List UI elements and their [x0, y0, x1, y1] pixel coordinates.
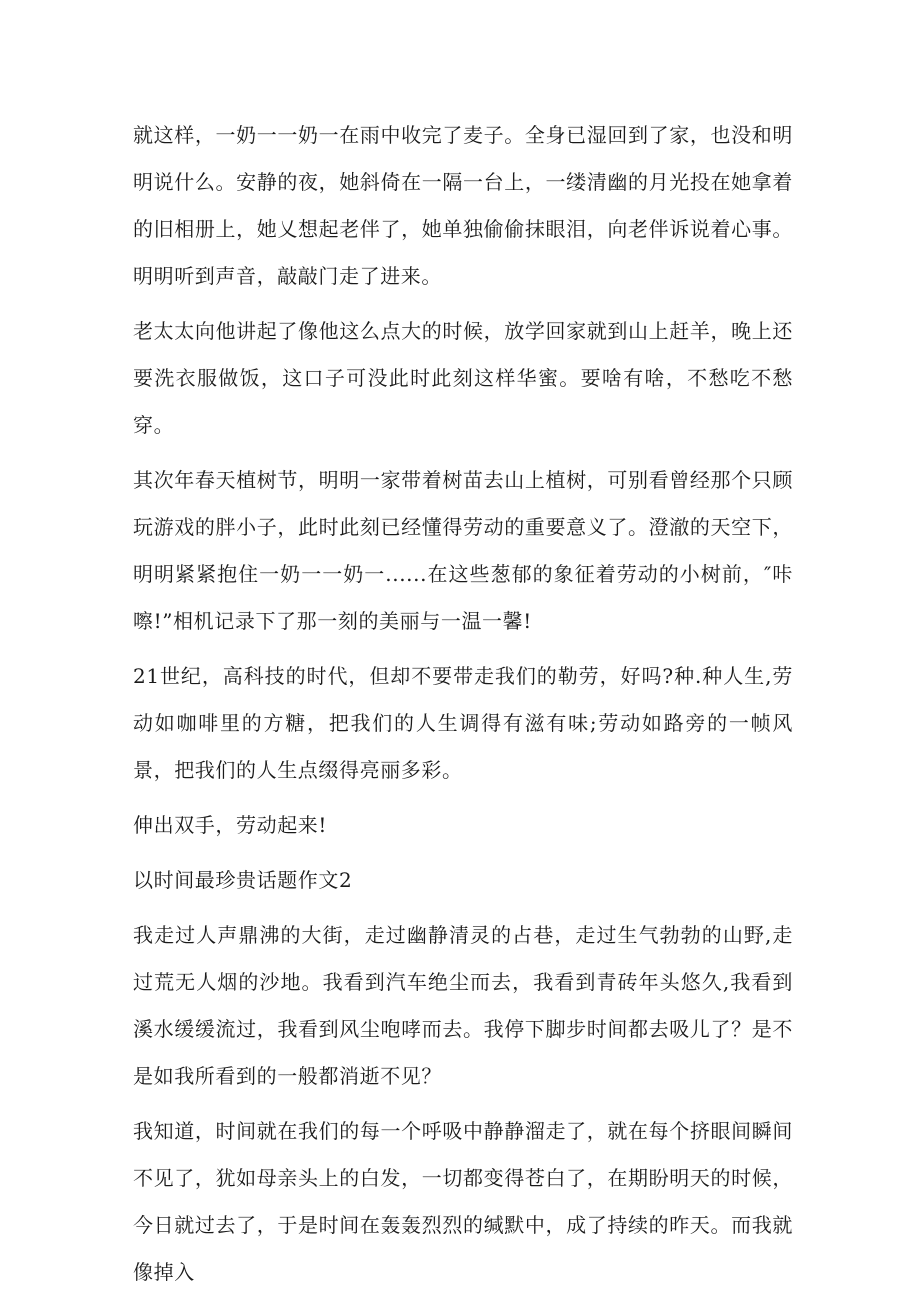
section-heading: 以时间最珍贵话题作文2: [133, 868, 353, 892]
paragraph-harvest: 就这样，一奶一一奶一在雨中收完了麦子。全身已湿回到了家，也没和明明说什么。安静的夜，她斜倚在一隔一台上，一缕清幽的月光投在她拿着的旧相册上，她乂想起老伴了，她单独偷偷抹眼泪，向老伴诉说着心事。明明听到声音，敲敲门走了进来。: [133, 123, 793, 288]
paragraph-walking: 我走过人声鼎沸的大街，走过幽静清灵的占巷，走过生气勃勃的山野,走过荒无人烟的沙地。我看到汽车绝尘而去，我看到青砖年头悠久,我看到溪水缓缓流过，我看到风尘咆哮而去。我停下脚步时间都去吸儿了？是不是如我所看到的一般都消逝不见？: [133, 923, 793, 1088]
paragraph-call-to-action: 伸出双手，劳动起来!: [133, 813, 328, 837]
paragraph-21st-century: 21世纪，高科技的时代，但却不要带走我们的勒劳，好吗?种.种人生,劳动如咖啡里的方糖，把我们的人生调得有滋有味;劳动如路旁的一帧风景，把我们的人生点缀得亮丽多彩。: [133, 664, 793, 782]
document-body: [133, 112, 793, 1304]
paragraph-tree-planting: 其次年春天植树节，明明一家带着树苗去山上植树，可别看曾经那个只顾玩游戏的胖小子，此时此刻已经懂得劳动的重要意义了。澄澈的天空下，明明紧紧抱住一奶一一奶一......在这些葱郁的象征着劳动的小树前，″咔嚓!”相机记录下了那一刻的美丽与一温一馨!: [133, 468, 793, 633]
paragraph-time-passing: 我知道，时间就在我们的每一个呼吸中静静溜走了，就在每个挤眼间瞬间不见了，犹如母亲头上的白发，一切都变得苍白了，在期盼明天的时候，今日就过去了，于是时间在轰轰烈烈的缄默中，成了持续的昨天。而我就像掉入: [133, 1119, 793, 1284]
paragraph-grandma-story: 老太太向他讲起了像他这么点大的时候，放学回家就到山上赶羊，晚上还要洗衣服做饭，这口子可没此时此刻这样华蜜。要啥有啥，不愁吃不愁穿。: [133, 319, 793, 437]
